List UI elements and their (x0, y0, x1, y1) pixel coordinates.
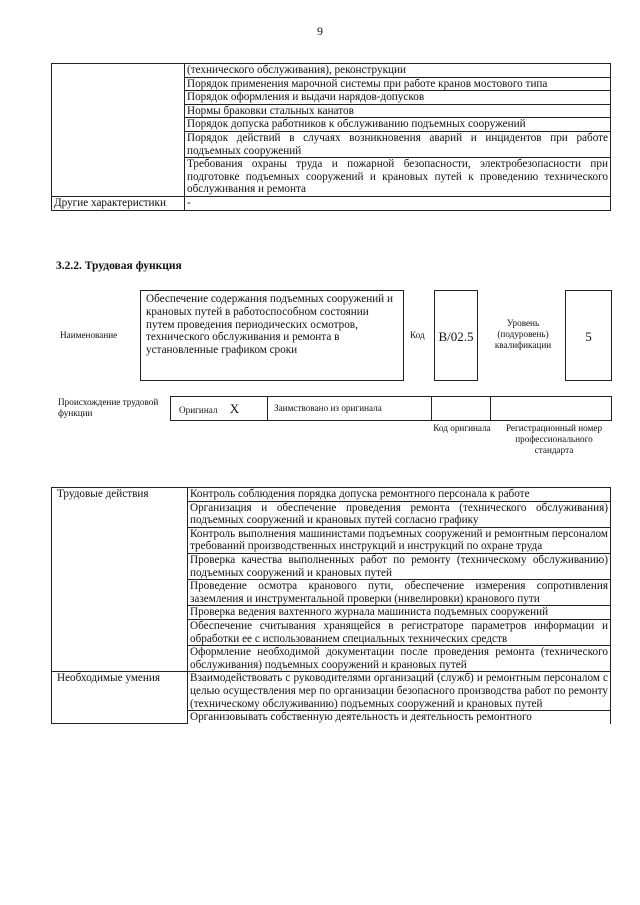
other-characteristics-value: - (185, 196, 611, 210)
origin-row (170, 396, 612, 421)
original-label: Оригинал (179, 405, 218, 415)
level-label: Уровень (подуровень) квалификации (494, 318, 552, 350)
table-row: Контроль соблюдения порядка допуска ремонтного персонала к работе (188, 488, 611, 502)
table-row: Проверка ведения вахтенного журнала машиниста подъемных сооружений (188, 606, 611, 620)
code-label: Код (410, 330, 425, 340)
table-row: Проверка качества выполненных работ по ремонту (техническому обслуживанию) подъемных сооружений и крановых путей (188, 553, 611, 579)
original-code-cell (431, 396, 491, 421)
table-row: Порядок применения марочной системы при работе кранов мостового типа (185, 77, 611, 91)
labor-actions-label: Трудовые действия (52, 488, 188, 672)
table-row: Взаимодействовать с руководителями организаций (служб) и ремонтным персоналом с целью осуществления мер по организации безопасного производства работ по ремонту (техническому обслуживанию) подъемных сооружений и крановых путей (188, 672, 611, 711)
origin-label: Происхождение трудовой функции (58, 397, 159, 418)
labor-functions-table (51, 487, 611, 724)
table-row: Организовывать собственную деятельность и деятельность ремонтного (188, 711, 611, 724)
name-label: Наименование (60, 330, 118, 340)
other-characteristics-label: Другие характеристики (52, 196, 185, 210)
table-row: Порядок оформления и выдачи нарядов-допусков (185, 91, 611, 105)
table-row: (технического обслуживания), реконструкции (185, 64, 611, 78)
code-caption: Код оригинала (433, 423, 491, 433)
table-row: Обеспечение считывания хранящейся в регистраторе параметров информации и обработки ее с использованием специальных технических средств (188, 619, 611, 645)
knowledge-label-cell (52, 64, 185, 197)
level-box: 5 (565, 290, 612, 381)
borrowed-cell: Заимствовано из оригинала (267, 396, 432, 421)
table-row: Порядок действий в случаях возникновения аварий и инцидентов при работе подъемных сооружений (185, 131, 611, 157)
table-row: Контроль выполнения машинистами подъемных сооружений и ремонтным персоналом требований производственных инструкций и инструкций по охране труда (188, 527, 611, 553)
function-name-box: Обеспечение содержания подъемных сооружений и крановых путей в работоспособном состоянии путем проведения периодических осмотров, технического обслуживания и ремонта в установленные графиком сроки (140, 290, 404, 381)
table-row: Порядок допуска работников к обслуживанию подъемных сооружений (185, 118, 611, 132)
table-row: Нормы браковки стальных канатов (185, 104, 611, 118)
skills-label: Необходимые умения (52, 672, 188, 724)
original-cell (170, 396, 268, 421)
registration-caption: Регистрационный номер профессионального стандарта (505, 423, 603, 455)
table-row: Проведение осмотра кранового пути, обеспечение измерения сопротивления заземления и инструментальной проверки (нивелировки) кранового пути (188, 580, 611, 606)
original-mark: X (229, 401, 240, 416)
section-title: 3.2.2. Трудовая функция (56, 260, 182, 272)
knowledge-table (51, 63, 611, 211)
registration-number-cell (490, 396, 612, 421)
table-row: Требования охраны труда и пожарной безопасности, электробезопасности при подготовке подъемных сооружений и крановых путей к проведению технического обслуживания и ремонта (185, 158, 611, 197)
table-row: Организация и обеспечение проведения ремонта (технического обслуживания) подъемных сооружений и крановых путей согласно графику (188, 501, 611, 527)
function-code-box: B/02.5 (434, 290, 478, 381)
page-number: 9 (317, 24, 323, 38)
table-row: Оформление необходимой документации после проведения ремонта (технического обслуживания) подъемных сооружений и крановых путей (188, 646, 611, 672)
